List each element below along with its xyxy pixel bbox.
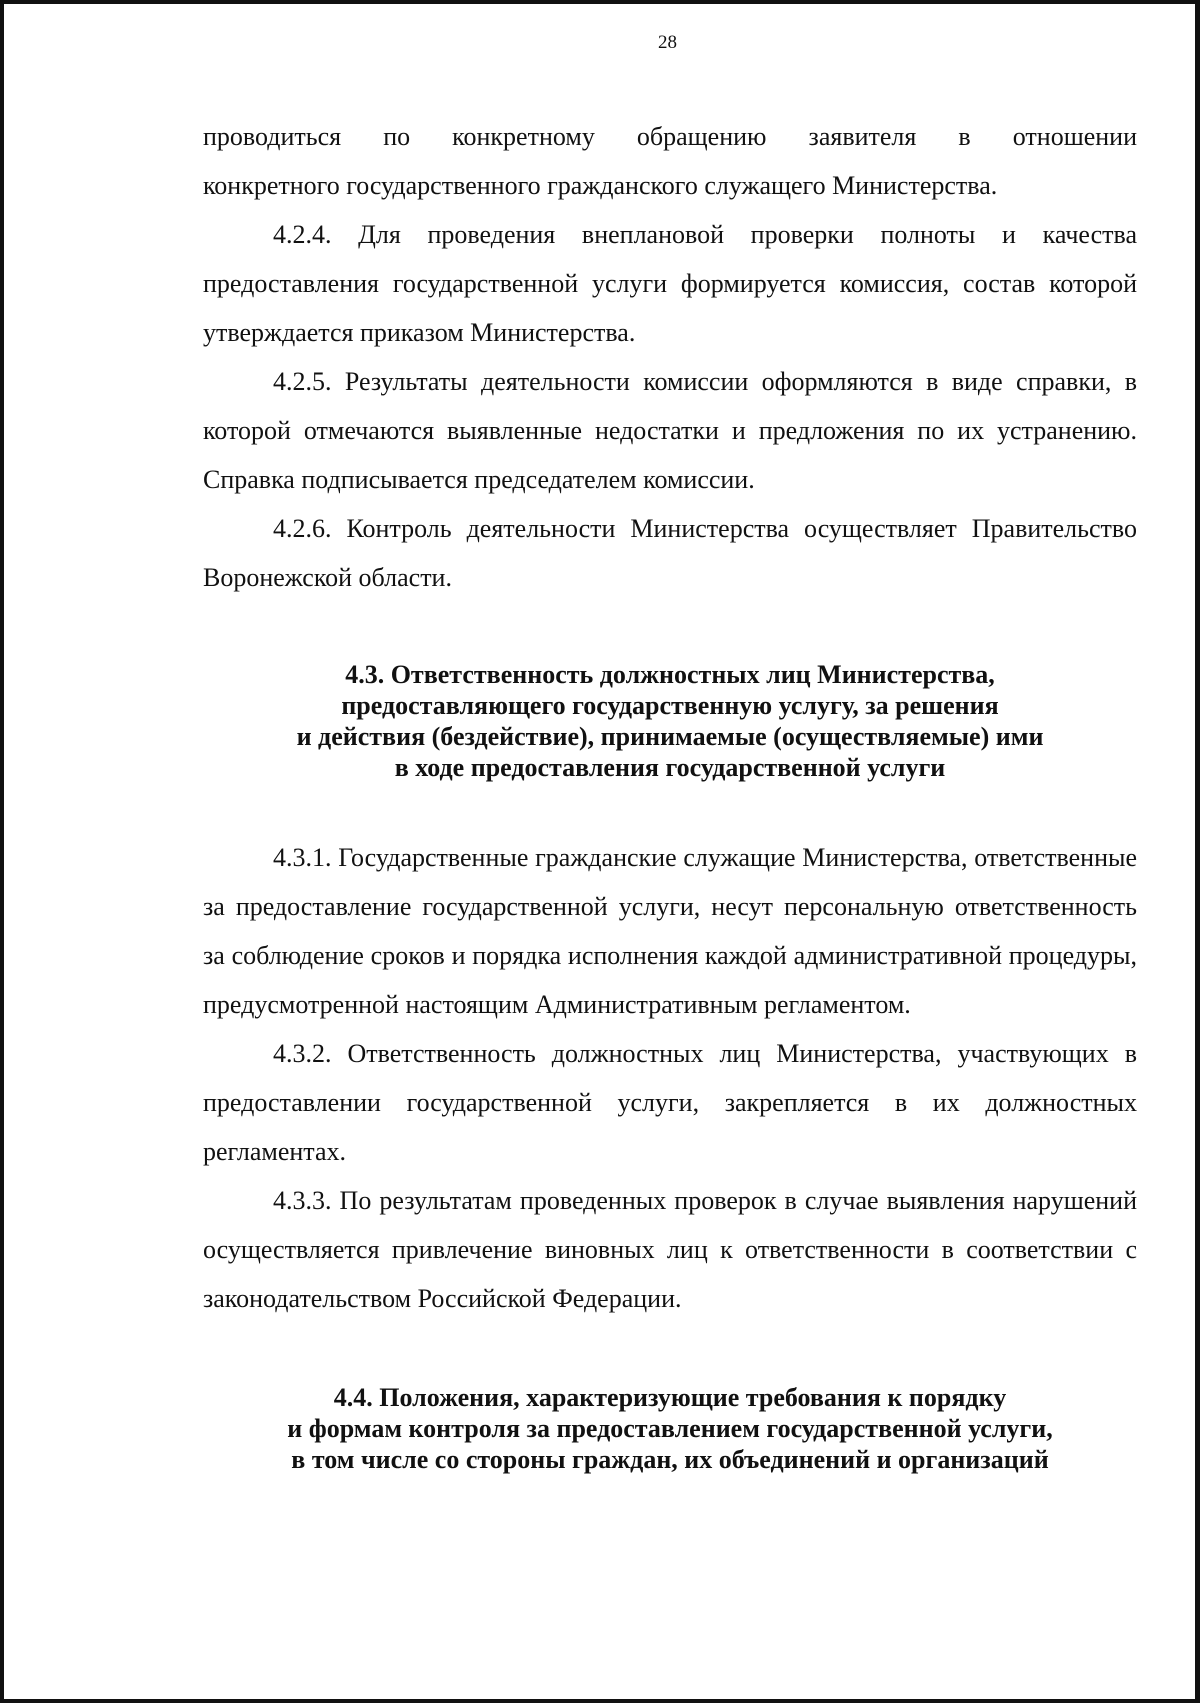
section-heading-4-3-line-4: в ходе предоставления государственной услуги [394,753,946,782]
paragraph-continuation-line-1: проводиться по конкретному обращению заявителя в отношении [203,122,1137,151]
section-heading-4-3-line-2: предоставляющего государственную услугу, за решения [341,691,999,720]
paragraph-4-2-5: 4.2.5. Результаты деятельности комиссии оформляются в виде справки, в которой отмечаются выявленные недостатки и предложения по их устранению. Справка подписывается председателем комиссии. [203,367,1137,494]
section-heading-4-4-line-3: в том числе со стороны граждан, их объединений и организаций [291,1445,1049,1474]
paragraph-4-3-2: 4.3.2. Ответственность должностных лиц Министерства, участвующих в предоставлении государственной услуги, закрепляется в их должностных регламентах. [203,1039,1137,1166]
paragraph-4-2-4: 4.2.4. Для проведения внеплановой проверки полноты и качества предоставления государственной услуги формируется комиссия, состав которой утверждается приказом Министерства. [203,220,1137,347]
section-heading-4-3-line-1: 4.3. Ответственность должностных лиц Министерства, [345,660,995,689]
section-heading-4-4-line-2: и формам контроля за предоставлением государственной услуги, [287,1414,1053,1443]
paragraph-4-3-1: 4.3.1. Государственные гражданские служащие Министерства, ответственные за предоставление государственной услуги, несут персональную ответственность за соблюдение сроков и порядка исполнения каждой административной процедуры, предусмотренной настоящим Административным регламентом. [203,843,1137,1019]
paragraph-4-2-6: 4.2.6. Контроль деятельности Министерства осуществляет Правительство Воронежской области. [203,514,1137,592]
paragraph-4-3-3: 4.3.3. По результатам проведенных проверок в случае выявления нарушений осуществляется привлечение виновных лиц к ответственности в соответствии с законодательством Российской Федерации. [203,1186,1137,1313]
document-body [203,112,1137,1475]
paragraph-continuation-line-2: конкретного государственного гражданского служащего Министерства. [203,171,998,200]
section-heading-4-3-line-3: и действия (бездействие), принимаемые (осуществляемые) ими [296,722,1044,751]
section-heading-4-3 [203,659,1137,783]
page-number: 28 [658,32,677,53]
section-heading-4-4-line-1: 4.4. Положения, характеризующие требования к порядку [333,1383,1007,1412]
section-heading-4-4 [203,1382,1137,1475]
